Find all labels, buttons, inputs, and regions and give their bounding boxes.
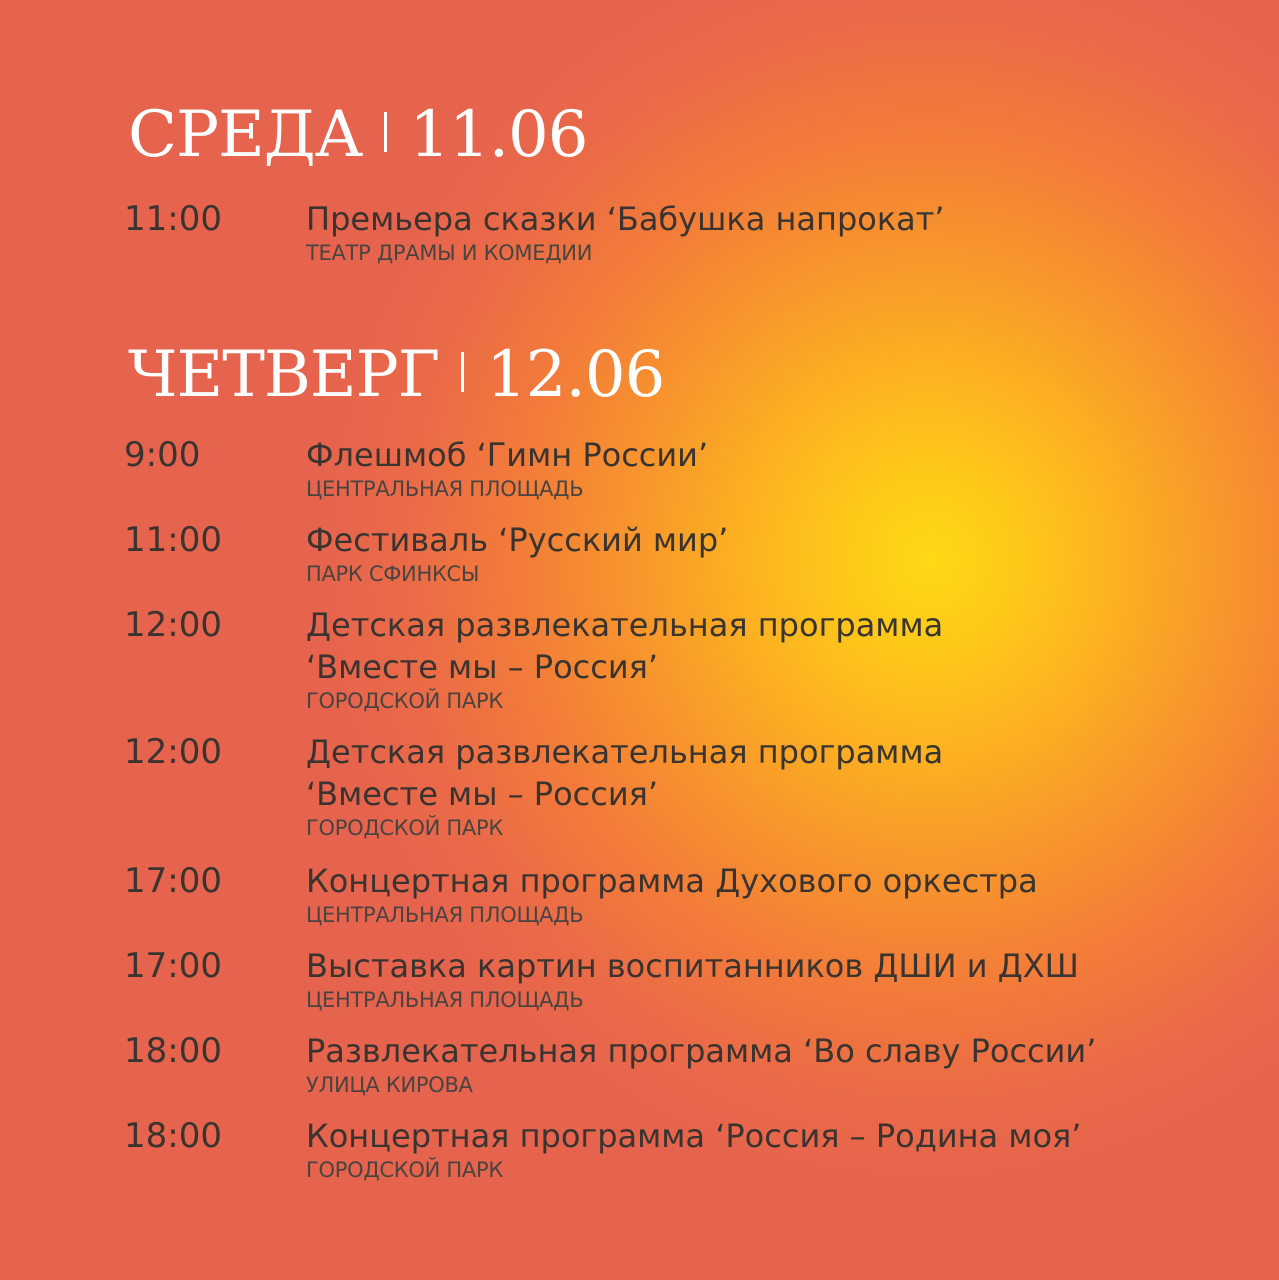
event-title: Премьера сказки ‘Бабушка напрокат’ (306, 200, 945, 238)
event-time: 9:00 (124, 435, 201, 475)
event-title: Фестиваль ‘Русский мир’ (306, 521, 729, 559)
event-venue: ТЕАТР ДРАМЫ И КОМЕДИИ (306, 241, 593, 265)
event-venue: ГОРОДСКОЙ ПАРК (306, 816, 503, 840)
event-info (306, 519, 1226, 587)
header-separator (461, 352, 464, 392)
event-info (306, 434, 1226, 502)
event-venue: ГОРОДСКОЙ ПАРК (306, 689, 503, 713)
event-venue: ГОРОДСКОЙ ПАРК (306, 1158, 503, 1182)
event-time: 18:00 (124, 1116, 222, 1156)
event-title: Детская развлекательная программа ‘Вместе мы – Россия’ (306, 733, 944, 813)
event-time: 11:00 (124, 199, 222, 239)
event-time: 17:00 (124, 946, 222, 986)
day-header-thursday (128, 338, 665, 412)
event-title: Флешмоб ‘Гимн России’ (306, 436, 709, 474)
event-venue: ПАРК СФИНКСЫ (306, 562, 480, 586)
weekday-label: СРЕДА (128, 98, 363, 172)
event-info (306, 1115, 1226, 1183)
event-time: 17:00 (124, 861, 222, 901)
event-venue: ЦЕНТРАЛЬНАЯ ПЛОЩАДЬ (306, 903, 584, 927)
event-title: Концертная программа Духового оркестра (306, 862, 1038, 900)
event-info (306, 604, 1226, 714)
event-info (306, 198, 1226, 266)
event-title: Выставка картин воспитанников ДШИ и ДХШ (306, 947, 1079, 985)
event-info (306, 731, 1226, 841)
event-venue: УЛИЦА КИРОВА (306, 1073, 473, 1097)
event-info (306, 860, 1226, 928)
weekday-label: ЧЕТВЕРГ (128, 338, 440, 412)
event-title: Развлекательная программа ‘Во славу России’ (306, 1032, 1097, 1070)
event-time: 18:00 (124, 1031, 222, 1071)
header-separator (384, 112, 387, 152)
event-time: 11:00 (124, 520, 222, 560)
day-header-wednesday (128, 98, 588, 172)
event-title: Детская развлекательная программа ‘Вместе мы – Россия’ (306, 606, 944, 686)
event-info (306, 945, 1226, 1013)
event-time: 12:00 (124, 605, 222, 645)
event-title: Концертная программа ‘Россия – Родина моя’ (306, 1117, 1082, 1155)
date-label: 12.06 (486, 338, 665, 412)
event-venue: ЦЕНТРАЛЬНАЯ ПЛОЩАДЬ (306, 477, 584, 501)
date-label: 11.06 (409, 98, 588, 172)
event-info (306, 1030, 1226, 1098)
event-time: 12:00 (124, 732, 222, 772)
event-venue: ЦЕНТРАЛЬНАЯ ПЛОЩАДЬ (306, 988, 584, 1012)
